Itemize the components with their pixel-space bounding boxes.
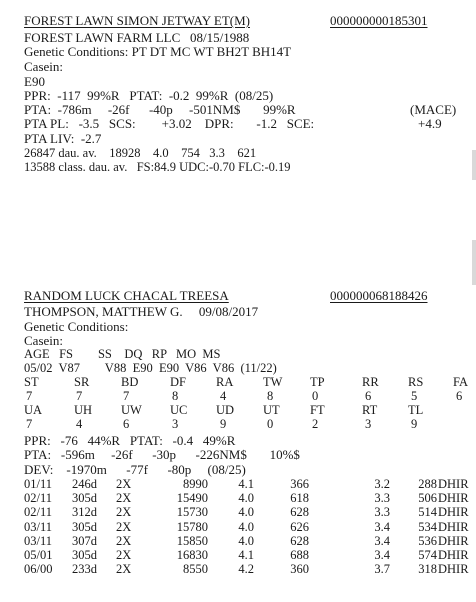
record2-owner-date: THOMPSON, MATTHEW G. 09/08/2017 — [24, 304, 259, 319]
lactation-cell: 3.3 — [374, 505, 390, 520]
lactation-cell: 03/11 — [24, 533, 53, 548]
lactation-cell: DHIR — [438, 519, 469, 534]
lactation-cell: 4.2 — [238, 562, 254, 577]
lactation-cell: 3.4 — [374, 533, 390, 548]
trait-label: UC — [170, 403, 188, 417]
record1-mace-label: (MACE) — [410, 102, 457, 117]
trait-label: UA — [24, 403, 43, 417]
trait-value: 7 — [123, 389, 130, 403]
trait-label: TW — [263, 375, 283, 389]
record1-registration-number: 000000000185301 — [330, 13, 428, 28]
lactation-cell: 312d — [72, 505, 97, 520]
lactation-cell: 15780 — [176, 519, 208, 534]
lactation-cell: 05/01 — [24, 548, 53, 562]
lactation-cell: 536 — [418, 533, 437, 548]
lactation-cell: 8990 — [183, 477, 208, 491]
lactation-cell: DHIR — [438, 533, 469, 548]
lactation-cell: 305d — [72, 519, 97, 534]
lactation-cell: 3.4 — [374, 519, 390, 534]
trait-label: FA — [453, 375, 469, 389]
trait-label: RA — [216, 375, 234, 389]
lactation-cell: 02/11 — [24, 491, 53, 506]
lactation-cell: DHIR — [438, 477, 469, 491]
lactation-cell: 3.4 — [374, 548, 390, 562]
record2-classification-header: AGE FS SS DQ RP MO MS — [24, 347, 221, 361]
trait-value: 6 — [123, 417, 130, 431]
trait-value: 7 — [26, 417, 33, 431]
trait-label: UD — [216, 403, 235, 417]
lactation-cell: 305d — [72, 548, 97, 562]
trait-value: 2 — [312, 417, 319, 431]
lactation-cell: 305d — [72, 491, 97, 506]
trait-value: 0 — [312, 389, 319, 403]
lactation-cell: 01/11 — [24, 477, 53, 491]
lactation-cell: 15850 — [176, 533, 208, 548]
trait-label: FT — [310, 403, 325, 417]
record1-casein: Casein: — [24, 59, 63, 74]
lactation-cell: 4.0 — [238, 533, 254, 548]
lactation-cell: 4.0 — [238, 519, 254, 534]
lactation-cell: 514 — [418, 505, 437, 520]
record2-registration-number: 000000068188426 — [330, 288, 428, 303]
trait-label: UW — [121, 403, 142, 417]
lactation-cell: 2X — [116, 505, 132, 520]
trait-value: 4 — [220, 389, 227, 403]
trait-label: RS — [408, 375, 424, 389]
lactation-cell: 628 — [290, 533, 309, 548]
record1-pta-liv: PTA LIV: -2.7 — [24, 131, 102, 146]
lactation-cell: 506 — [418, 491, 437, 506]
lactation-cell: 366 — [290, 477, 309, 491]
trait-label: BD — [121, 375, 139, 389]
trait-value: 9 — [411, 417, 418, 431]
lactation-cell: 2X — [116, 477, 132, 491]
lactation-cell: 15730 — [176, 505, 208, 520]
record2-pta-line: PTA: -596m -26f -30p -226NM$ 10%$ — [24, 447, 300, 462]
lactation-cell: 4.0 — [238, 491, 254, 506]
lactation-cell: DHIR — [438, 491, 469, 506]
lactation-cell: 2X — [116, 562, 132, 577]
lactation-cell: 8550 — [183, 562, 208, 577]
record1-animal-name: FOREST LAWN SIMON JETWAY ET(M) — [24, 13, 250, 28]
record2-animal-name: RANDOM LUCK CHACAL TREESA — [24, 288, 229, 303]
trait-label: UH — [74, 403, 93, 417]
record1-ppr-line: PPR: -117 99%R PTAT: -0.2 99%R (08/25) — [24, 88, 274, 103]
lactation-cell: DHIR — [438, 562, 469, 577]
record2-ppr-line: PPR: -76 44%R PTAT: -0.4 49%R — [24, 433, 236, 448]
trait-value: 6 — [365, 389, 372, 403]
lactation-cell: 03/11 — [24, 519, 53, 534]
lactation-cell: 2X — [116, 519, 132, 534]
record1-breeder-date: FOREST LAWN FARM LLC 08/15/1988 — [24, 30, 250, 45]
trait-label: DF — [170, 375, 186, 389]
trait-value: 4 — [76, 417, 83, 431]
record1-daughter-average: 26847 dau. av. 18928 4.0 754 3.3 621 — [24, 146, 257, 160]
lactation-cell: 4.1 — [238, 477, 254, 491]
lactation-cell: 618 — [290, 491, 309, 506]
trait-label: RR — [362, 375, 379, 389]
lactation-cell: 246d — [72, 477, 97, 491]
trait-label: ST — [24, 375, 39, 389]
lactation-cell: 233d — [72, 562, 97, 577]
trait-value: 3 — [172, 417, 179, 431]
record2-casein: Casein: — [24, 333, 63, 348]
trait-value: 6 — [456, 389, 463, 403]
trait-label: TP — [310, 375, 325, 389]
record2-dev-line: DEV: -1970m -77f -80p (08/25) — [24, 462, 246, 477]
trait-label: TL — [408, 403, 424, 417]
lactation-cell: 2X — [116, 548, 132, 562]
lactation-cell: 534 — [418, 519, 437, 534]
trait-value: 0 — [267, 417, 274, 431]
trait-value: 8 — [172, 389, 179, 403]
lactation-cell: 02/11 — [24, 505, 53, 520]
scan-edge-mark — [472, 150, 476, 180]
record1-pta-line: PTA: -786m -26f -40p -501NM$ 99%R — [24, 102, 296, 117]
record1-genetic-conditions: Genetic Conditions: PT DT MC WT BH2T BH14T — [24, 44, 292, 59]
trait-value: 8 — [267, 389, 274, 403]
record1-pta-pl-line: PTA PL: -3.5 SCS: +3.02 DPR: -1.2 SCE: — [24, 116, 315, 131]
trait-label: SR — [74, 375, 90, 389]
trait-label: RT — [362, 403, 378, 417]
lactation-cell: 2X — [116, 533, 132, 548]
lactation-cell: 688 — [290, 548, 309, 562]
trait-value: 9 — [220, 417, 227, 431]
lactation-cell: 3.7 — [374, 562, 390, 577]
lactation-cell: 626 — [290, 519, 309, 534]
record1-sce-value: +4.9 — [418, 116, 442, 131]
lactation-cell: 15490 — [176, 491, 208, 506]
lactation-cell: 288 — [418, 477, 437, 491]
lactation-cell: 3.3 — [374, 491, 390, 506]
record2-classification-values: 05/02 V87 V88 E90 E90 V86 V86 (11/22) — [24, 361, 277, 375]
lactation-cell: 4.1 — [238, 548, 254, 562]
trait-value: 3 — [365, 417, 372, 431]
lactation-cell: DHIR — [438, 505, 469, 520]
lactation-cell: 628 — [290, 505, 309, 520]
trait-value: 7 — [26, 389, 33, 403]
record1-classification-code: E90 — [24, 74, 45, 89]
trait-value: 7 — [76, 389, 83, 403]
lactation-cell: 16830 — [176, 548, 208, 562]
trait-label: UT — [263, 403, 280, 417]
lactation-cell: 2X — [116, 491, 132, 506]
record2-genetic-conditions: Genetic Conditions: — [24, 319, 129, 334]
lactation-cell: 307d — [72, 533, 97, 548]
lactation-cell: 318 — [418, 562, 437, 577]
lactation-cell: 574 — [418, 548, 437, 562]
scan-edge-mark — [472, 240, 476, 285]
trait-value: 5 — [411, 389, 418, 403]
record1-classified-daughters: 13588 class. dau. av. FS:84.9 UDC:-0.70 FLC:-0.19 — [24, 160, 291, 174]
lactation-cell: DHIR — [438, 548, 469, 562]
lactation-cell: 3.2 — [374, 477, 390, 491]
lactation-cell: 360 — [290, 562, 309, 577]
lactation-cell: 06/00 — [24, 562, 53, 577]
lactation-cell: 4.0 — [238, 505, 254, 520]
